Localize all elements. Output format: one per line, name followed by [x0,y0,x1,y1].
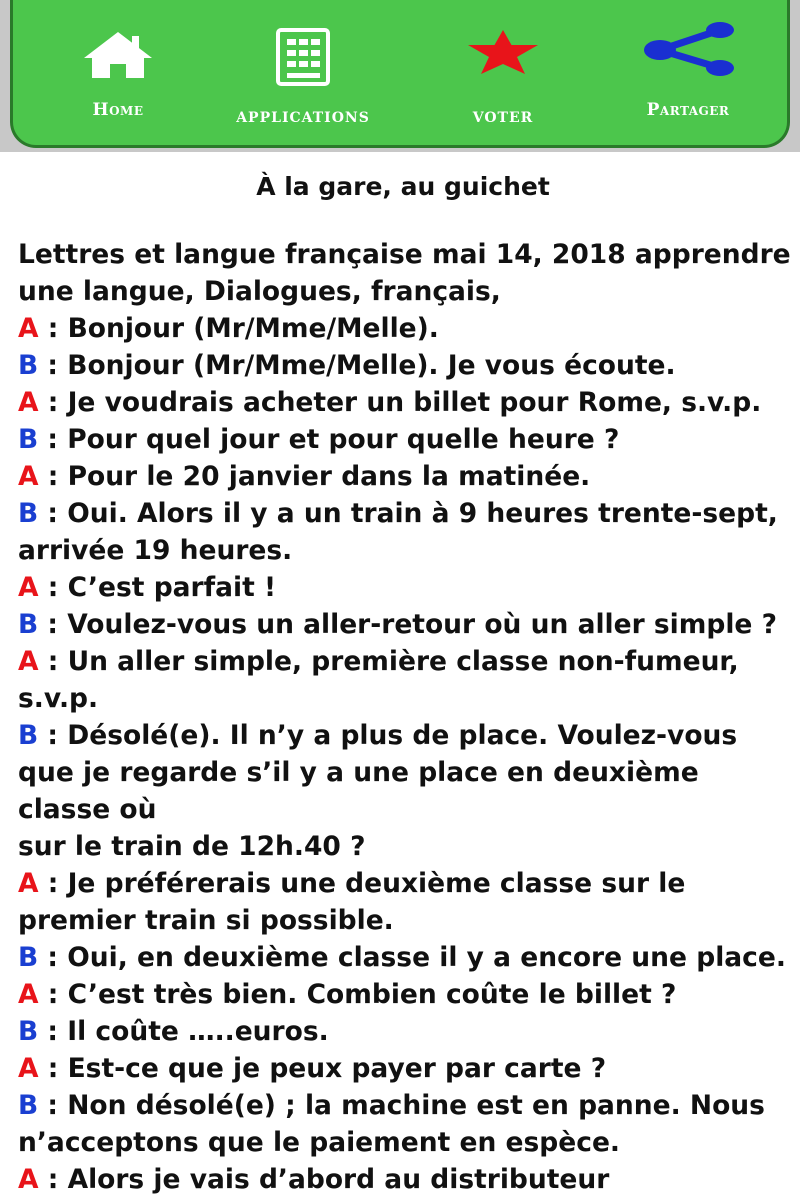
star-icon [466,28,540,76]
nav-partager[interactable] [623,0,753,148]
dialogue-line [18,1013,788,1050]
share-icon [640,20,736,80]
dialogue-text: : Alors je vais d’abord au distributeur [38,1164,610,1195]
speaker-label: A [18,1053,39,1084]
speaker-label: B [18,1016,39,1047]
dialogue-text: : Il coûte …..euros. [38,1016,329,1047]
dialogue-text: s.v.p. [18,683,99,714]
dialogue-line [18,1087,788,1124]
dialogue-line [18,717,788,754]
dialogue-text: : Désolé(e). Il n’y a plus de place. Voulez-vous [38,720,738,751]
dialogue-text: : Bonjour (Mr/Mme/Melle). Je vous écoute. [38,350,676,381]
dialogue-line [18,384,788,421]
grid-app-icon [274,28,332,86]
dialogue-line [18,569,788,606]
dialogue-line [18,310,788,347]
dialogue-text: : Je préférerais une deuxième classe sur le [38,868,686,899]
speaker-label: A [18,313,39,344]
dialogue-text: arrivée 19 heures. [18,535,293,566]
article-intro [18,236,791,310]
intro-line: Lettres et langue française mai 14, 2018 apprendre [18,239,791,270]
home-icon [82,30,154,80]
dialogue-text: premier train si possible. [18,905,394,936]
speaker-label: B [18,498,39,529]
speaker-label: B [18,720,39,751]
nav-applications[interactable] [208,0,398,148]
speaker-label: A [18,572,39,603]
dialogue-text: : C’est parfait ! [38,572,277,603]
dialogue-text: : Pour le 20 janvier dans la matinée. [38,461,591,492]
dialogue-text: : Voulez-vous un aller-retour où un aller simple ? [38,609,777,640]
dialogue-line [18,680,788,717]
nav-home[interactable] [63,0,173,148]
dialogue-text: : Oui, en deuxième classe il y a encore une place. [38,942,786,973]
dialogue [18,310,788,1198]
speaker-label: B [18,609,39,640]
dialogue-text: : Pour quel jour et pour quelle heure ? [38,424,620,455]
dialogue-text: : C’est très bien. Combien coûte le billet ? [38,979,677,1010]
dialogue-text: : Bonjour (Mr/Mme/Melle). [38,313,439,344]
dialogue-text: : Oui. Alors il y a un train à 9 heures trente-sept, [38,498,778,529]
dialogue-line [18,865,788,902]
dialogue-line [18,458,788,495]
dialogue-line [18,606,788,643]
intro-line: une langue, Dialogues, français, [18,276,501,307]
speaker-label: A [18,387,39,418]
dialogue-text: : Un aller simple, première classe non-fumeur, [38,646,739,677]
dialogue-line [18,421,788,458]
speaker-label: A [18,868,39,899]
speaker-label: B [18,350,39,381]
dialogue-line [18,1124,788,1161]
speaker-label: B [18,1090,39,1121]
nav-applications-label: APPLICATIONS [236,110,370,126]
dialogue-line [18,532,788,569]
dialogue-line [18,643,788,680]
dialogue-text: : Non désolé(e) ; la machine est en panne. Nous [38,1090,765,1121]
dialogue-line [18,495,788,532]
speaker-label: B [18,424,39,455]
nav-bar [10,0,790,148]
dialogue-text: : Je voudrais acheter un billet pour Rome, s.v.p. [38,387,762,418]
dialogue-text: n’acceptons que le paiement en espèce. [18,1127,620,1158]
dialogue-line [18,1050,788,1087]
dialogue-line [18,791,788,828]
speaker-label: A [18,646,39,677]
dialogue-line [18,939,788,976]
nav-voter[interactable] [453,0,553,148]
nav-home-label: Home [92,100,144,120]
dialogue-line [18,902,788,939]
dialogue-text: classe où [18,794,157,825]
dialogue-text: que je regarde s’il y a une place en deuxième [18,757,699,788]
dialogue-text: : Est-ce que je peux payer par carte ? [38,1053,607,1084]
dialogue-line [18,754,788,791]
dialogue-text: sur le train de 12h.40 ? [18,831,366,862]
article-title: À la gare, au guichet [256,172,550,201]
speaker-label: B [18,942,39,973]
dialogue-line [18,347,788,384]
title-spacer [18,212,788,236]
speaker-label: A [18,1164,39,1195]
dialogue-line [18,976,788,1013]
dialogue-line [18,1161,788,1198]
speaker-label: A [18,461,39,492]
nav-voter-label: VOTER [472,110,534,126]
speaker-label: A [18,979,39,1010]
nav-partager-label: Partager [646,100,730,120]
dialogue-line [18,828,788,865]
article-content [18,162,791,1198]
